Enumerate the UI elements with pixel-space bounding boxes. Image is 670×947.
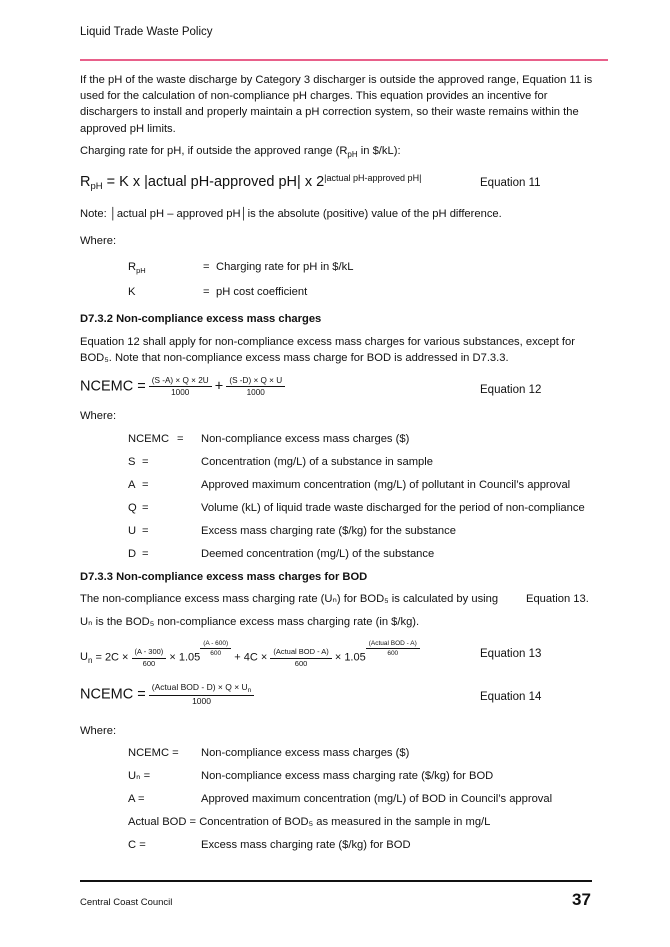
equation-12	[80, 376, 285, 398]
definition-symbol: C =	[128, 839, 146, 851]
definition-equals: =	[142, 479, 149, 491]
definition-text: Non-compliance excess mass charging rate ($/kg) for BOD	[201, 770, 494, 782]
definition-symbol: NCEMC	[128, 433, 170, 445]
equation-11-label: Equation 11	[480, 177, 541, 189]
definition-symbol: D	[128, 548, 137, 560]
definition-symbol: Uₙ =	[128, 770, 151, 782]
section-d732-paragraph: Equation 12 shall apply for non-compliance excess mass charges for various substances, except for BOD₅. Note that non-compliance excess mass charge for BOD is addressed in D7.3.3.	[80, 336, 575, 365]
eq14-lhs: NCEMC =	[80, 686, 146, 703]
eq13-part-2: × 1.05	[166, 651, 201, 664]
definition-equals: =	[203, 261, 210, 273]
footer-organization: Central Coast Council	[80, 897, 173, 908]
definition-text: Charging rate for pH in $/kL	[216, 261, 354, 273]
section-heading-d732: D7.3.2 Non-compliance excess mass charges	[80, 313, 322, 325]
eq13-part-1: = 2C ×	[92, 651, 132, 664]
where-label-2: Where:	[80, 410, 117, 422]
definition-symbol: $R_{pH}$	[128, 261, 146, 275]
definition-symbol: Actual BOD = Concentration of BOD₅ as measured in the sample in mg/L	[128, 816, 491, 828]
eq12-plus: +	[214, 378, 224, 395]
definition-text: Excess mass charging rate ($/kg) for the substance	[201, 525, 456, 537]
header-divider	[80, 59, 608, 61]
page-number: 37	[572, 890, 591, 909]
definition-equals: =	[142, 502, 149, 514]
definition-symbol: Q	[128, 502, 137, 514]
eq13-fraction-1: $\frac{(A - 300)}{600}$	[132, 648, 167, 668]
eq14-fraction: $\frac{(Actual BOD - D) \times Q \times U_n}{1000}$	[149, 683, 255, 707]
equation-14	[80, 683, 254, 707]
eq13-exponent-1: $\frac{(A - 600)}{600}$	[200, 640, 231, 658]
charging-rate-prefix: Charging rate for pH, if outside the approved range (R	[80, 145, 348, 157]
definition-symbol: A	[128, 479, 136, 491]
equation-14-label: Equation 14	[480, 691, 542, 703]
definition-text: Approved maximum concentration (mg/L) of BOD in Council’s approval	[201, 793, 553, 805]
eq12-lhs: NCEMC =	[80, 378, 146, 395]
definition-text: pH cost coefficient	[216, 286, 308, 298]
eq13-part-4: × 1.05	[331, 651, 366, 664]
eq13-exponent-2: $\frac{\text{(Actual BOD - A)}}{600}$	[366, 640, 420, 658]
eq11-exponent: |actual pH-approved pH|	[324, 173, 422, 183]
definition-text: Non-compliance excess mass charges ($)	[201, 433, 410, 445]
definition-equals: =	[177, 433, 184, 445]
where-label-1: Where:	[80, 235, 117, 247]
eq12-fraction-2: $\frac{(S -D) \times Q \times U}{1000}$	[226, 376, 285, 398]
page-header-title: Liquid Trade Waste Policy	[80, 26, 213, 38]
equation-13-label: Equation 13	[480, 648, 542, 660]
intro-paragraph: If the pH of the waste discharge by Category 3 discharger is outside the approved range, Equation 11 is used for the calculation of non-compliance pH charges. This equation provides an incentive for dischargers to install and properly maintain a pH correction system, so their waste remains within the approved pH limits.	[80, 74, 593, 135]
charging-rate-sub: pH	[347, 150, 358, 159]
definition-text: Concentration (mg/L) of a substance in sample	[201, 456, 433, 468]
equation-13	[80, 640, 420, 669]
equation-11	[80, 172, 421, 194]
definition-equals: =	[142, 525, 149, 537]
eq11-lhs: R	[80, 174, 91, 190]
definition-symbol: A =	[128, 793, 145, 805]
where-label-3: Where:	[80, 725, 117, 737]
definition-symbol: S	[128, 456, 136, 468]
definition-equals: =	[203, 286, 210, 298]
eq13-part-3: + 4C ×	[231, 651, 271, 664]
eq12-fraction-1: $\frac{(S -A) \times Q \times 2U}{1000}$	[149, 376, 212, 398]
equation-13-reference: Equation 13.	[526, 593, 589, 605]
eq11-lhs-sub: pH	[90, 181, 103, 192]
definition-equals: =	[142, 456, 149, 468]
charging-rate-suffix: in $/kL):	[357, 145, 401, 157]
definition-symbol: U	[128, 525, 137, 537]
eq13-lhs: $U_n$	[80, 651, 93, 666]
section-d733-paragraph-b: Uₙ is the BOD₅ non-compliance excess mass charging rate (in $/kg).	[80, 616, 420, 628]
eq13-fraction-2: $\frac{\text{(Actual BOD - A)}}{600}$	[270, 648, 331, 668]
definition-text: Non-compliance excess mass charges ($)	[201, 747, 410, 759]
definition-symbol: K	[128, 286, 136, 298]
definition-text: Approved maximum concentration (mg/L) of pollutant in Council’s approval	[201, 479, 571, 491]
section-d733-paragraph-a: The non-compliance excess mass charging rate (Uₙ) for BOD₅ is calculated by using	[80, 593, 499, 605]
eq11-body: = K x |actual pH-approved pH| x 2	[102, 174, 325, 190]
note-line: Note: │actual pH – approved pH│is the absolute (positive) value of the pH difference.	[80, 208, 502, 220]
definition-text: Volume (kL) of liquid trade waste discharged for the period of non-compliance	[201, 502, 585, 514]
footer-divider	[80, 880, 592, 882]
equation-12-label: Equation 12	[480, 384, 542, 396]
definition-symbol: NCEMC =	[128, 747, 179, 759]
definition-equals: =	[142, 548, 149, 560]
section-heading-d733: D7.3.3 Non-compliance excess mass charges for BOD	[80, 571, 368, 583]
charging-rate-line	[80, 143, 600, 161]
definition-text: Excess mass charging rate ($/kg) for BOD	[201, 839, 411, 851]
definition-text: Deemed concentration (mg/L) of the substance	[201, 548, 435, 560]
